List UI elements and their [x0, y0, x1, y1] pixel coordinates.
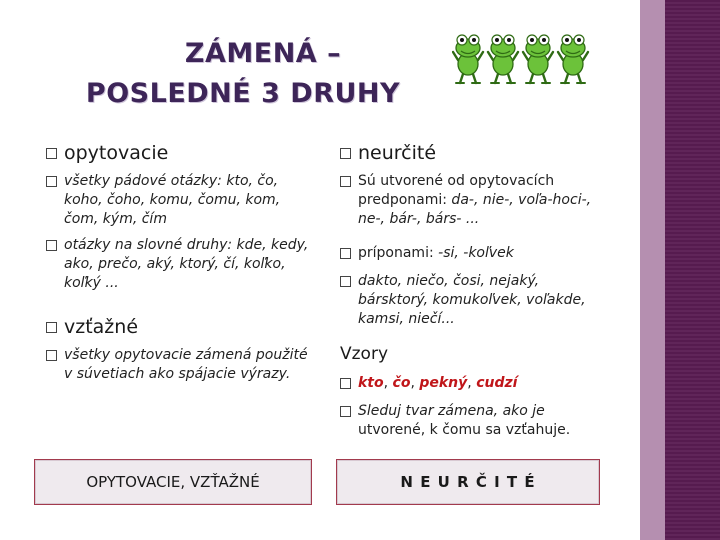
separator: , [410, 375, 420, 391]
heading-vztazne: vzťažné [64, 316, 139, 338]
vzor-kto: kto [358, 375, 384, 391]
square-bullet-icon [340, 176, 351, 187]
square-bullet-icon [46, 350, 57, 361]
frog-icon [523, 35, 553, 83]
list-predpony: da-, nie-, voľa-hoci-, ne-, bár-, bárs- ... [358, 192, 592, 227]
list-pripony: -si, -koľvek [433, 245, 514, 261]
square-bullet-icon [340, 148, 351, 159]
square-bullet-icon [340, 276, 351, 287]
frog-icon [558, 35, 588, 83]
text-neurcite-predpony [358, 172, 598, 229]
text-sleduj-tvar [358, 402, 618, 440]
text-vzory-zamena [358, 374, 598, 393]
title-line-1: ZÁMENÁ – [184, 38, 342, 69]
separator: , [467, 375, 477, 391]
text-sleduj-italic: Sleduj tvar zámena, ako je [358, 403, 545, 419]
button-neurcite[interactable]: N E U R Č I T É [336, 459, 600, 505]
vzor-cudzi: cudzí [476, 375, 518, 391]
heading-vzory: Vzory [340, 344, 389, 364]
text-neurcite-pripony [358, 244, 598, 263]
text-vztazne: všetky opytovacie zámená použité v súvetiach ako spájacie výrazy. [64, 347, 308, 382]
label-priponami: príponami: [358, 245, 434, 261]
heading-neurcite: neurčité [358, 142, 437, 164]
text-opytovacie-slovne-druhy: otázky na slovné druhy: kde, kedy, ako, prečo, aký, ktorý, čí, koľko, koľký ... [64, 237, 309, 291]
decorative-strip-dark [665, 0, 720, 540]
title-line-2: POSLEDNÉ 3 DRUHY [85, 78, 401, 109]
frog-icon [488, 35, 518, 83]
square-bullet-icon [46, 322, 57, 333]
vzor-co: čo [392, 375, 411, 391]
text-neurcite-intro: Sú utvorené od opytovacích [358, 173, 555, 189]
text-sleduj-normal: utvorené, k čomu sa vzťahuje. [358, 422, 571, 438]
label-padove-otazky: všetky pádové otázky: [64, 173, 222, 189]
square-bullet-icon [46, 176, 57, 187]
square-bullet-icon [46, 148, 57, 159]
square-bullet-icon [340, 248, 351, 259]
square-bullet-icon [340, 378, 351, 389]
decorative-strip-light [640, 0, 665, 540]
square-bullet-icon [46, 240, 57, 251]
button-opytovacie-vztazne[interactable]: OPYTOVACIE, VZŤAŽNÉ [34, 459, 312, 505]
heading-opytovacie: opytovacie [64, 142, 169, 164]
frogs-illustration [452, 30, 592, 88]
separator: , [383, 375, 393, 391]
label-predponami: predponami: [358, 192, 447, 208]
frog-icon [453, 35, 483, 83]
list-padove-zamena: kto, čo, koho, čoho, komu, čomu, kom, čom, kým, čím [64, 173, 281, 227]
square-bullet-icon [340, 406, 351, 417]
text-opytovacie-pady [64, 172, 314, 229]
text-neurcite-priklady: dakto, niečo, čosi, nejaký, bársktorý, komukoľvek, voľakde, kamsi, niečí... [358, 273, 586, 327]
vzor-pekny: pekný [419, 375, 468, 391]
slide-title [78, 34, 408, 114]
